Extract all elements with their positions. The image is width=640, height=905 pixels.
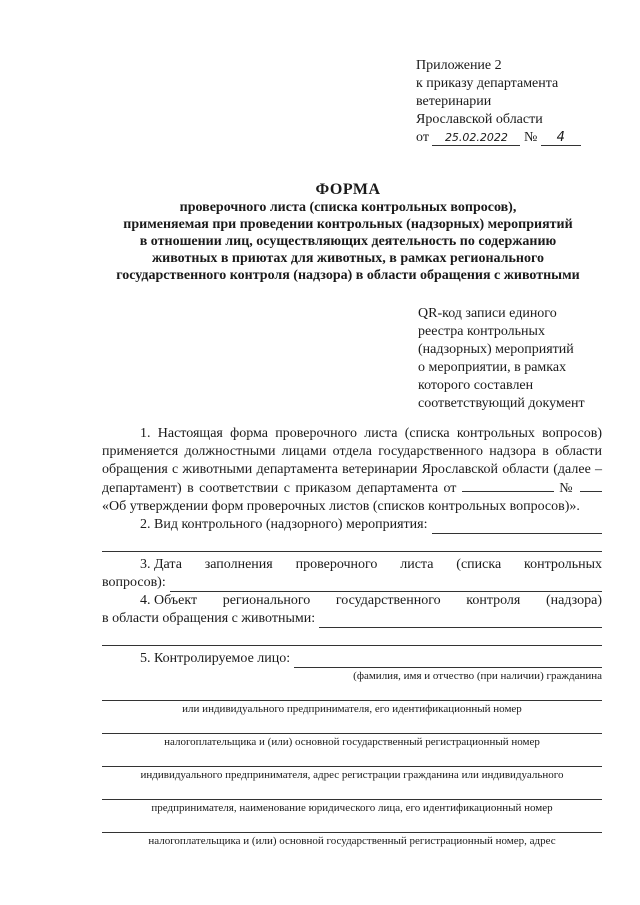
appendix-header <box>416 57 616 147</box>
control-object-field[interactable] <box>319 615 602 628</box>
appendix-line: Ярославской области <box>416 112 543 127</box>
controlled-person-line[interactable] <box>102 815 602 833</box>
item-1-end-text: «Об утверждении форм проверочных листов (списков контрольных вопросов)». <box>102 499 580 514</box>
item-4-word: государственного <box>335 593 441 608</box>
item-3-continued <box>102 574 602 592</box>
qr-note-line: о мероприятии, в рамках <box>418 360 567 375</box>
item-2 <box>102 516 602 534</box>
qr-note-line: реестра контрольных <box>418 324 545 339</box>
item-4-word: 4. Объект <box>140 593 198 608</box>
appendix-line: к приказу департамента <box>416 76 559 91</box>
item-3-word: 3. Дата <box>140 557 182 572</box>
item-1-text: 1. Настоящая форма проверочного листа (списка контрольных вопросов) применяется должностными лицами отдела государственного надзора в области обращения с животными департамента ветеринарии Ярославской области (далее – департамент) в соответствии с приказом департамента от <box>102 426 602 496</box>
field-caption: налогоплательщика и (или) основной государственный регистрационный номер <box>164 736 540 748</box>
item-3-word: проверочного <box>295 557 378 572</box>
order-number-blank[interactable] <box>580 479 602 492</box>
item-4-extra-line[interactable] <box>102 628 602 646</box>
form-body <box>102 425 602 848</box>
item-4-word: в области обращения с животными: <box>102 611 316 626</box>
controlled-person-line[interactable] <box>102 782 602 800</box>
field-caption: (фамилия, имя и отчество (при наличии) гражданина <box>353 670 602 682</box>
field-caption: налогоплательщика и (или) основной государственный регистрационный номер, адрес <box>148 835 556 847</box>
item-3 <box>102 556 602 574</box>
item-3-word: вопросов): <box>102 575 166 590</box>
fill-date-field[interactable] <box>170 579 602 592</box>
order-date-blank[interactable] <box>462 479 554 492</box>
appendix-line: Приложение 2 <box>416 58 502 73</box>
field-caption: предпринимателя, наименование юридического лица, его идентификационный номер <box>151 802 553 814</box>
item-4 <box>102 592 602 610</box>
item-3-word: заполнения <box>204 557 273 572</box>
item-3-word: (списка <box>456 557 502 572</box>
from-label: от <box>416 130 429 145</box>
title-line: в отношении лиц, осуществляющих деятельность по содержанию <box>139 234 557 249</box>
item-3-word: листа <box>400 557 434 572</box>
item-4-word: (надзора) <box>546 593 602 608</box>
handwritten-date: 25.02.2022 <box>432 131 520 146</box>
controlled-person-field[interactable] <box>294 655 602 668</box>
qr-code-note <box>418 305 618 413</box>
title-line: животных в приютах для животных, в рамках регионального <box>152 251 544 266</box>
controlled-person-line[interactable] <box>102 716 602 734</box>
qr-note-line: QR-код записи единого <box>418 306 557 321</box>
title-line: государственного контроля (надзора) в области обращения с животными <box>116 268 580 283</box>
controlled-person-line[interactable] <box>102 683 602 701</box>
qr-note-line: (надзорных) мероприятий <box>418 342 574 357</box>
item-5-text: 5. Контролируемое лицо: <box>140 651 291 666</box>
appendix-line: ветеринарии <box>416 94 492 109</box>
item-3-word: контрольных <box>524 557 602 572</box>
field-caption: или индивидуального предпринимателя, его идентификационный номер <box>182 703 522 715</box>
item-4-word: контроля <box>466 593 521 608</box>
item-4-continued <box>102 610 602 628</box>
title-line: проверочного листа (списка контрольных вопросов), <box>179 200 517 215</box>
qr-note-line: которого составлен <box>418 378 534 393</box>
form-title <box>92 181 604 284</box>
number-label: № <box>523 130 538 145</box>
item-4-word: регионального <box>222 593 311 608</box>
item-1 <box>102 425 602 516</box>
title-line: применяемая при проведении контрольных (надзорных) мероприятий <box>123 217 573 232</box>
item-1-number-label: № <box>559 481 575 496</box>
item-5 <box>102 650 602 668</box>
title-forma: ФОРМА <box>315 181 381 198</box>
field-caption: индивидуального предпринимателя, адрес регистрации гражданина или индивидуального <box>140 769 564 781</box>
item-2-text: 2. Вид контрольного (надзорного) мероприятия: <box>140 517 428 532</box>
inspection-type-field[interactable] <box>432 521 603 534</box>
appendix-date-line <box>416 129 616 147</box>
qr-note-line: соответствующий документ <box>418 396 585 411</box>
handwritten-number: 4 <box>541 131 581 146</box>
item-2-extra-line[interactable] <box>102 534 602 552</box>
controlled-person-line[interactable] <box>102 749 602 767</box>
